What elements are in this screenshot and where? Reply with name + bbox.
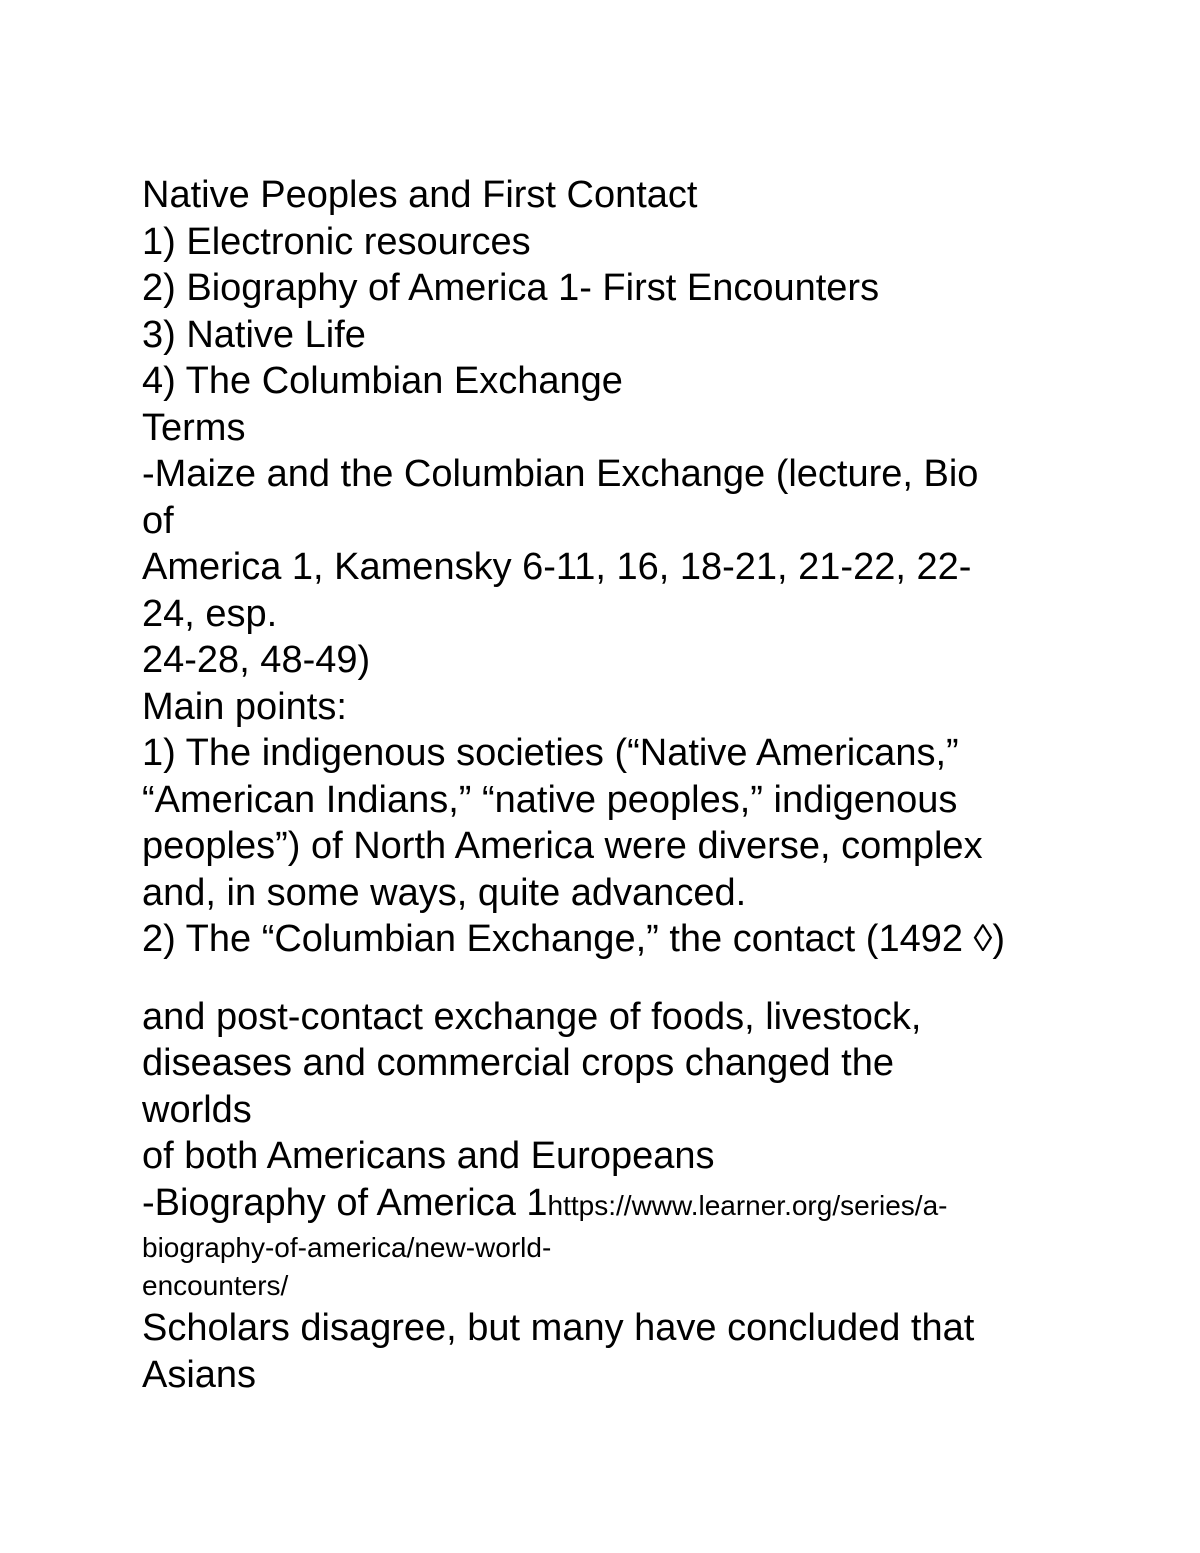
resource-item-3: 3) Native Life	[142, 313, 366, 356]
main-point-line: and, in some ways, quite advanced.	[142, 871, 747, 914]
term-line: 24, esp.	[142, 592, 278, 635]
terms-heading: Terms	[142, 406, 246, 449]
main-point-line: “American Indians,” “native peoples,” indigenous	[142, 778, 958, 821]
bio-line	[142, 1180, 1062, 1230]
document-title: Native Peoples and First Contact	[142, 174, 698, 216]
main-points-heading: Main points:	[142, 685, 347, 728]
main-point-line: diseases and commercial crops changed the	[142, 1042, 894, 1084]
main-point-line: of both Americans and Europeans	[142, 1135, 715, 1177]
closing-line: Asians	[142, 1353, 257, 1396]
resource-item-1: 1) Electronic resources	[142, 220, 531, 263]
document-body	[142, 172, 1062, 1398]
main-point-line: peoples”) of North America were diverse, complex	[142, 825, 983, 867]
term-line: America 1, Kamensky 6-11, 16, 18-21, 21-22, 22-	[142, 546, 972, 588]
resource-item-2: 2) Biography of America 1- First Encounters	[142, 267, 880, 309]
paragraph-gap	[142, 963, 1062, 994]
main-point-line: worlds	[142, 1088, 252, 1131]
resource-item-4: 4) The Columbian Exchange	[142, 360, 623, 402]
bio-url-line: biography-of-america/new-world-	[142, 1232, 552, 1263]
term-line: -Maize and the Columbian Exchange (lecture, Bio	[142, 453, 979, 495]
bio-prefix: -Biography of America 1	[142, 1181, 548, 1224]
bio-url-start: https://www.learner.org/series/a-	[547, 1189, 948, 1221]
term-line: of	[142, 499, 174, 542]
main-point-line: 2) The “Columbian Exchange,” the contact (1492 ◊)	[142, 918, 1005, 960]
main-point-line: and post-contact exchange of foods, livestock,	[142, 995, 922, 1038]
closing-line: Scholars disagree, but many have concluded that	[142, 1307, 975, 1349]
main-point-line: 1) The indigenous societies (“Native Americans,”	[142, 732, 959, 774]
term-line: 24-28, 48-49)	[142, 639, 371, 681]
bio-url-line: encounters/	[142, 1270, 289, 1301]
